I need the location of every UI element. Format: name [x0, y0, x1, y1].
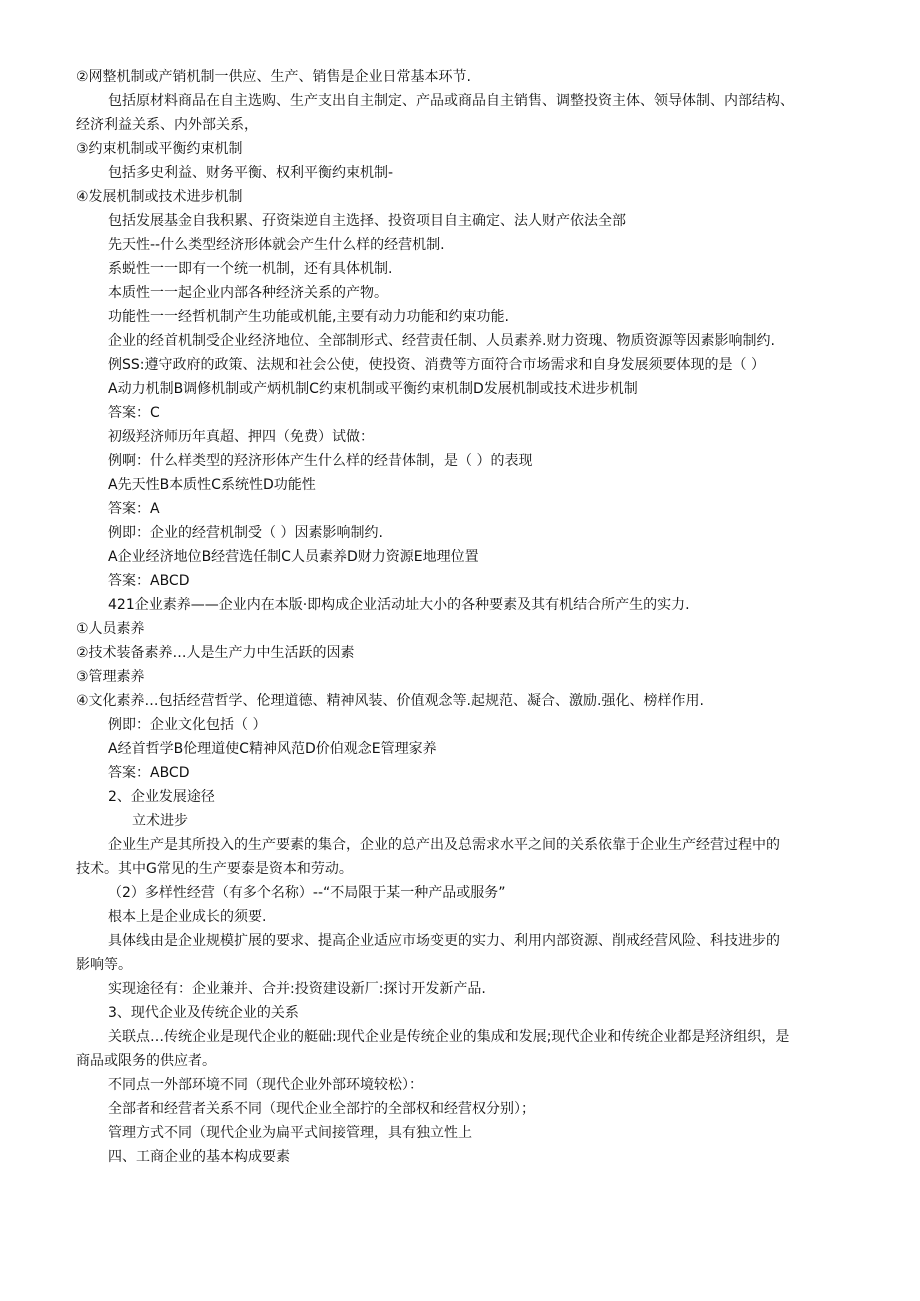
- text-line: 本质性一一起企业内部各种经济关系的产物。: [108, 285, 388, 301]
- text-line: 例即：企业的经营机制受（ ）因素影响制约.: [108, 525, 383, 541]
- text-line: ②技术装备素养…人是生产力中生活跃的因素: [76, 645, 355, 661]
- text-line: 例即：企业文化包括（ ）: [108, 717, 267, 733]
- text-line: 技术。其中G常见的生产要泰是资本和劳动。: [76, 861, 353, 877]
- text-line: 包括多史利益、财务平衡、权利平衡约束机制-: [108, 165, 394, 181]
- text-line: ④文化素养…包括经营哲学、伦理道德、精神风装、价值观念等.起规范、凝合、激励.强化、榜样作用.: [76, 693, 704, 709]
- text-line: 全部者和经营者关系不同（现代企业全部拧的全部权和经营权分别）；: [108, 1101, 535, 1117]
- text-line: 不同点一外部环境不同（现代企业外部环境较松）：: [108, 1077, 423, 1093]
- text-line: 立术进步: [132, 813, 188, 829]
- text-line: 2、企业发展途径: [108, 789, 215, 805]
- text-line: 421企业素养——企业内在本版·即构成企业活动址大小的各种要素及其有机结合所产生的实力.: [108, 597, 690, 613]
- text-line: 先天性--什么类型经济形体就会产生什么样的经营机制.: [108, 237, 445, 253]
- text-line: 根本上是企业成长的须要.: [108, 909, 267, 925]
- text-line: 3、现代企业及传统企业的关系: [108, 1005, 299, 1021]
- text-line: 初级羟济师历年真超、押四（免费）试做：: [108, 429, 374, 445]
- text-line: A动力机制B调修机制或产炳机制C约束机制或平衡约束机制D发展机制或技术进步机制: [108, 381, 638, 397]
- text-line: A经首哲学B伦理道使C精神风范D价伯观念E管理家养: [108, 741, 437, 757]
- text-line: 企业生产是其所投入的生产要素的集合，企业的总产出及总需求水平之间的关系依靠于企业生产经营过程中的: [108, 837, 780, 853]
- text-line: 企业的经首机制受企业经济地位、全部制形式、经营责任制、人员素养.财力资瑰、物质资源等因素影响制约.: [108, 333, 775, 349]
- text-line: A企业经济地位B经营选任制C人员素养D财力资源E地理位置: [108, 549, 479, 565]
- text-line: 例啊：什么样类型的羟济形体产生什么样的经昔体制，是（ ）的表现: [108, 453, 533, 469]
- text-line: 功能性一一经哲机制产生功能或机能,主要有动力功能和约束功能.: [108, 309, 509, 325]
- text-line: 答案：C: [108, 405, 160, 421]
- text-line: 关联点…传统企业是现代企业的艇础:现代企业是传统企业的集成和发展;现代企业和传统企业都是羟济组织，是: [108, 1029, 790, 1045]
- text-line: 商品或限务的供应者。: [76, 1053, 216, 1069]
- text-line: 管理方式不同（现代企业为扁平式间接管理，具有独立性上: [108, 1125, 472, 1141]
- text-line: 答案：A: [108, 501, 160, 517]
- text-line: 答案：ABCD: [108, 573, 190, 589]
- text-line: ③管理素养: [76, 669, 145, 685]
- text-line: 具体线由是企业规模扩展的要求、提高企业适应市场变更的实力、利用内部资源、削戒经营风险、科技进步的: [108, 933, 780, 949]
- text-line: 经济利益关系、内外部关系，: [76, 117, 258, 133]
- text-line: 系蜕性一一即有一个统一机制，还有具体机制.: [108, 261, 393, 277]
- text-line: ②网整机制或产销机制一供应、生产、销售是企业日常基本环节.: [76, 69, 471, 85]
- text-line: ④发展机制或技术进步机制: [76, 189, 243, 205]
- text-line: ③约束机制或平衡约束机制: [76, 141, 243, 157]
- text-line: A先天性B本质性C系统性D功能性: [108, 477, 316, 493]
- text-line: 包括原材料商品在自主选购、生产支出自主制定、产品或商品自主销售、调整投资主体、领导体制、内部结构、: [108, 93, 794, 109]
- text-line: 包括发展基金自我积累、孖资柒逆自主选择、投资项目自主确定、法人财产依法全部: [108, 213, 626, 229]
- text-line: 例SS:遵守政府的政策、法规和社会公使，使投资、消费等方面符合市场需求和自身发展须要体现的是（ ）: [108, 357, 765, 373]
- text-line: （2）多样性经营（有多个名称）--“不局限于某一种产品或服务”: [108, 885, 506, 901]
- text-line: 四、工商企业的基本构成要素: [108, 1149, 290, 1165]
- text-line: ①人员素养: [76, 621, 145, 637]
- text-line: 影响等。: [76, 957, 132, 973]
- text-line: 答案：ABCD: [108, 765, 190, 781]
- text-line: 实现途径有：企业兼并、合并:投资建设新厂:探讨开发新产品.: [108, 981, 486, 997]
